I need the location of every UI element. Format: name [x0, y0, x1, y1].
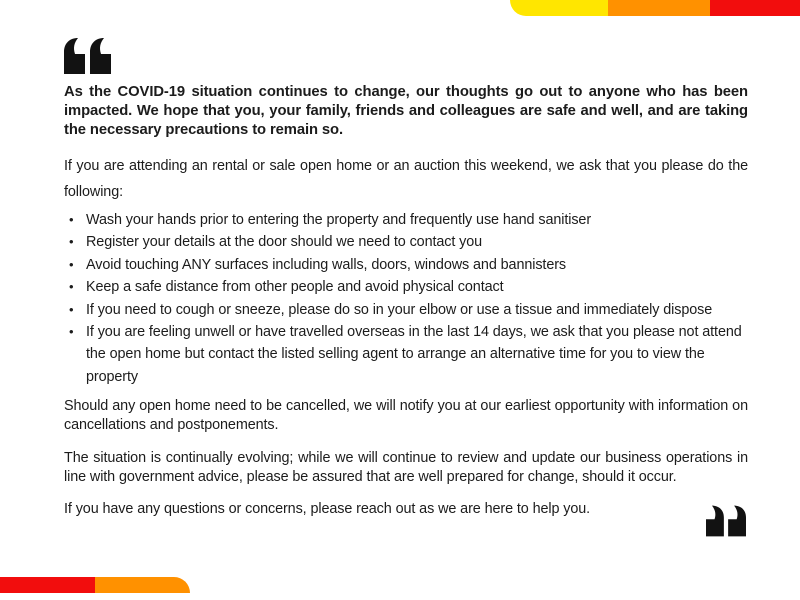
precaution-bullet-list [64, 209, 748, 388]
bullet-item-avoid-touching [64, 254, 748, 276]
open-quote-icon [64, 38, 748, 74]
close-quote-icon [706, 503, 746, 539]
notice-text-column [64, 0, 748, 519]
bullet-dot [64, 276, 86, 298]
bullet-text: Register your details at the door should we need to contact you [86, 234, 483, 251]
bullet-text: If you need to cough or sneeze, please do so in your elbow or use a tissue and immediately dispose [86, 301, 713, 318]
closing-paragraph: If you have any questions or concerns, please reach out as we are here to help you. [64, 501, 591, 518]
bullet-dot [64, 299, 86, 321]
bullet-text: Keep a safe distance from other people and avoid physical contact [86, 279, 504, 296]
bullet-text: Wash your hands prior to entering the property and frequently use hand sanitiser [86, 212, 592, 228]
bullet-item-cough-sneeze [64, 299, 748, 321]
intro-paragraph: As the COVID-19 situation continues to change, our thoughts go out to anyone who has been impacted. We hope that you, your family, friends and colleagues are safe and well, and are taking the necessary precautions to remain so. [64, 84, 748, 138]
attending-paragraph: If you are attending an rental or sale open home or an auction this weekend, we ask that you please do the following: [64, 158, 748, 200]
bottom-accent-bar [0, 577, 190, 593]
bottom-bar-red-segment [0, 577, 95, 593]
bullet-text: If you are feeling unwell or have travelled overseas in the last 14 days, we ask that you please not attend the open home but contact the listed selling agent to arrange an alternative time for you to view the property [86, 324, 742, 385]
bullet-item-feeling-unwell [64, 321, 748, 388]
bullet-dot [64, 231, 86, 253]
situation-paragraph: The situation is continually evolving; while we will continue to review and update our business operations in line with government advice, please be assured that are well prepared for change, should it occur. [64, 450, 748, 485]
bullet-item-register-details [64, 231, 748, 253]
bullet-item-safe-distance [64, 276, 748, 298]
bottom-bar-orange-segment [95, 577, 190, 593]
bullet-text: Avoid touching ANY surfaces including walls, doors, windows and bannisters [86, 256, 567, 273]
bullet-item-wash-hands [64, 209, 748, 231]
bullet-dot [64, 254, 86, 276]
bullet-dot [64, 321, 86, 388]
cancellation-paragraph: Should any open home need to be cancelled, we will notify you at our earliest opportunity with information on cancellations and postponements. [64, 398, 748, 433]
bullet-dot [64, 209, 86, 231]
